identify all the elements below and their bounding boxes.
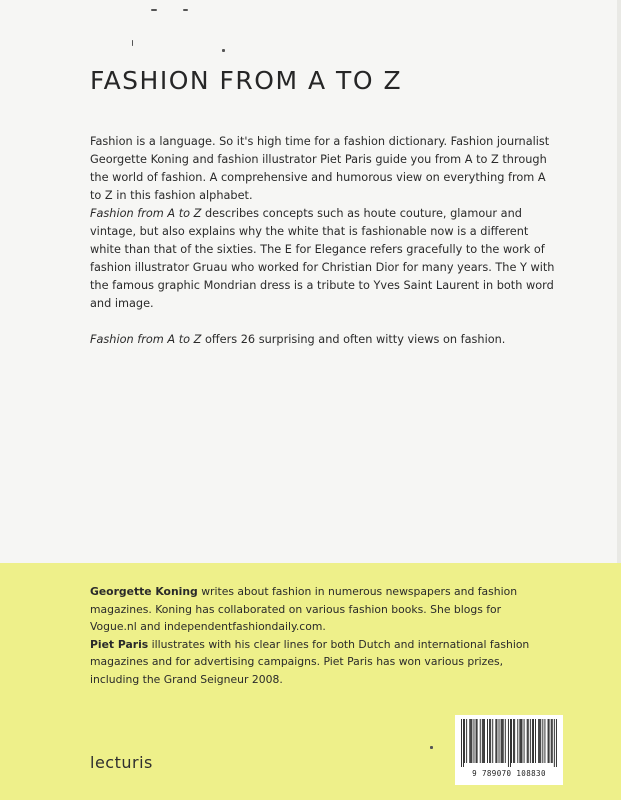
barcode-bar [538,719,539,763]
barcode-bar [540,719,541,763]
barcode-bar [492,719,493,763]
speck [151,9,157,11]
publisher-logo: lecturis [90,753,153,772]
barcode-bar [496,719,497,763]
barcode-bar [499,719,500,763]
barcode-bar [552,719,553,763]
barcode-bar [532,719,533,763]
summary-paragraph [90,331,560,349]
isbn-number: 9 789070 108830 [472,769,546,778]
author1-bio [90,583,550,636]
summary-text: offers 26 surprising and often witty views on fashion. [201,333,506,346]
barcode-bar [487,719,488,763]
barcode-bar [514,719,515,763]
barcode-bar [477,719,478,763]
barcode-bar [549,719,550,763]
barcode-bar [527,719,528,763]
author-bios [90,583,550,688]
author2-bio [90,636,550,689]
barcode-bar [530,719,531,763]
book-title: FASHION FROM A TO Z [90,66,403,95]
barcode-bar [524,719,525,763]
author1-name: Georgette Koning [90,585,198,598]
author2-text: illustrates with his clear lines for both Dutch and international fashion magazines and for advertising campaigns. Piet Paris has won various prizes, including the Grand Seigneur 2008. [90,637,530,686]
author1-text: writes about fashion in numerous newspapers and fashion magazines. Koning has collaborated on various fashion books. She blogs for Vogue.nl and independentfashiondaily.com. [90,585,518,633]
barcode-bar [463,719,464,767]
barcode-bar [519,719,520,763]
speck [222,49,225,52]
author-band [0,563,621,800]
intro-paragraph: Fashion is a language. So it's high time for a fashion dictionary. Fashion journalist Georgette Koning and fashion illustrator Piet Paris guide you from A to Z through the world of fashion. A comprehensive and humorous view on everything from A to Z in this fashion alphabet. [90,135,550,202]
barcode-bar [510,719,511,767]
barcode-bar [556,719,557,767]
barcode-bar [470,719,471,763]
barcode-bar [542,719,543,763]
barcode-bar [469,719,470,763]
barcode-bar [489,719,490,763]
barcode-bar [480,719,481,763]
barcode-bar [466,719,467,763]
barcode-bar [484,719,485,763]
barcode-bar [495,719,496,763]
barcode-bar [483,719,484,763]
concepts-paragraph [90,205,560,313]
speck [132,40,133,46]
barcode-bar [548,719,549,763]
barcode-bar [522,719,523,763]
barcode-bar [539,719,540,763]
barcode-bar [544,719,545,763]
barcode-bar [520,719,521,763]
book-title-italic: Fashion from A to Z [90,333,202,346]
barcode-bar [502,719,503,763]
author2-name: Piet Paris [90,637,149,651]
barcode-bar [476,719,477,763]
barcode-bar [471,719,472,763]
barcode-bar [535,719,536,763]
barcode-icon [461,719,557,767]
barcode-bar [517,719,518,763]
speck [430,746,433,749]
concepts-text: describes concepts such as houte couture, glamour and vintage, but also explains why the white that is fashionable now is a different white than that of the sixties. The E for Elegance refers gracefully to the work of fashion illustrator Gruau who worked for Christian Dior for many years. The Y with the famous graphic Mondrian dress is a tribute to Yves Saint Laurent in both word and image. [90,207,555,310]
barcode-bar [554,719,555,767]
book-title-italic: Fashion from A to Z [90,207,202,220]
barcode-bar [533,719,534,763]
barcode-bar [461,719,462,767]
barcode-bar [490,719,491,763]
barcode-bar [482,719,483,763]
speck [183,9,188,11]
barcode-bar [501,719,502,763]
barcode-bar [513,719,514,763]
barcode-bar [508,719,509,767]
barcode-box [455,715,563,785]
description [90,133,560,349]
barcode-bar [503,719,504,763]
barcode-bar [464,719,465,763]
barcode-bar [551,719,552,763]
barcode-bar [505,719,506,763]
barcode-bar [474,719,475,763]
barcode-bar [511,719,512,763]
barcode-bar [528,719,529,763]
